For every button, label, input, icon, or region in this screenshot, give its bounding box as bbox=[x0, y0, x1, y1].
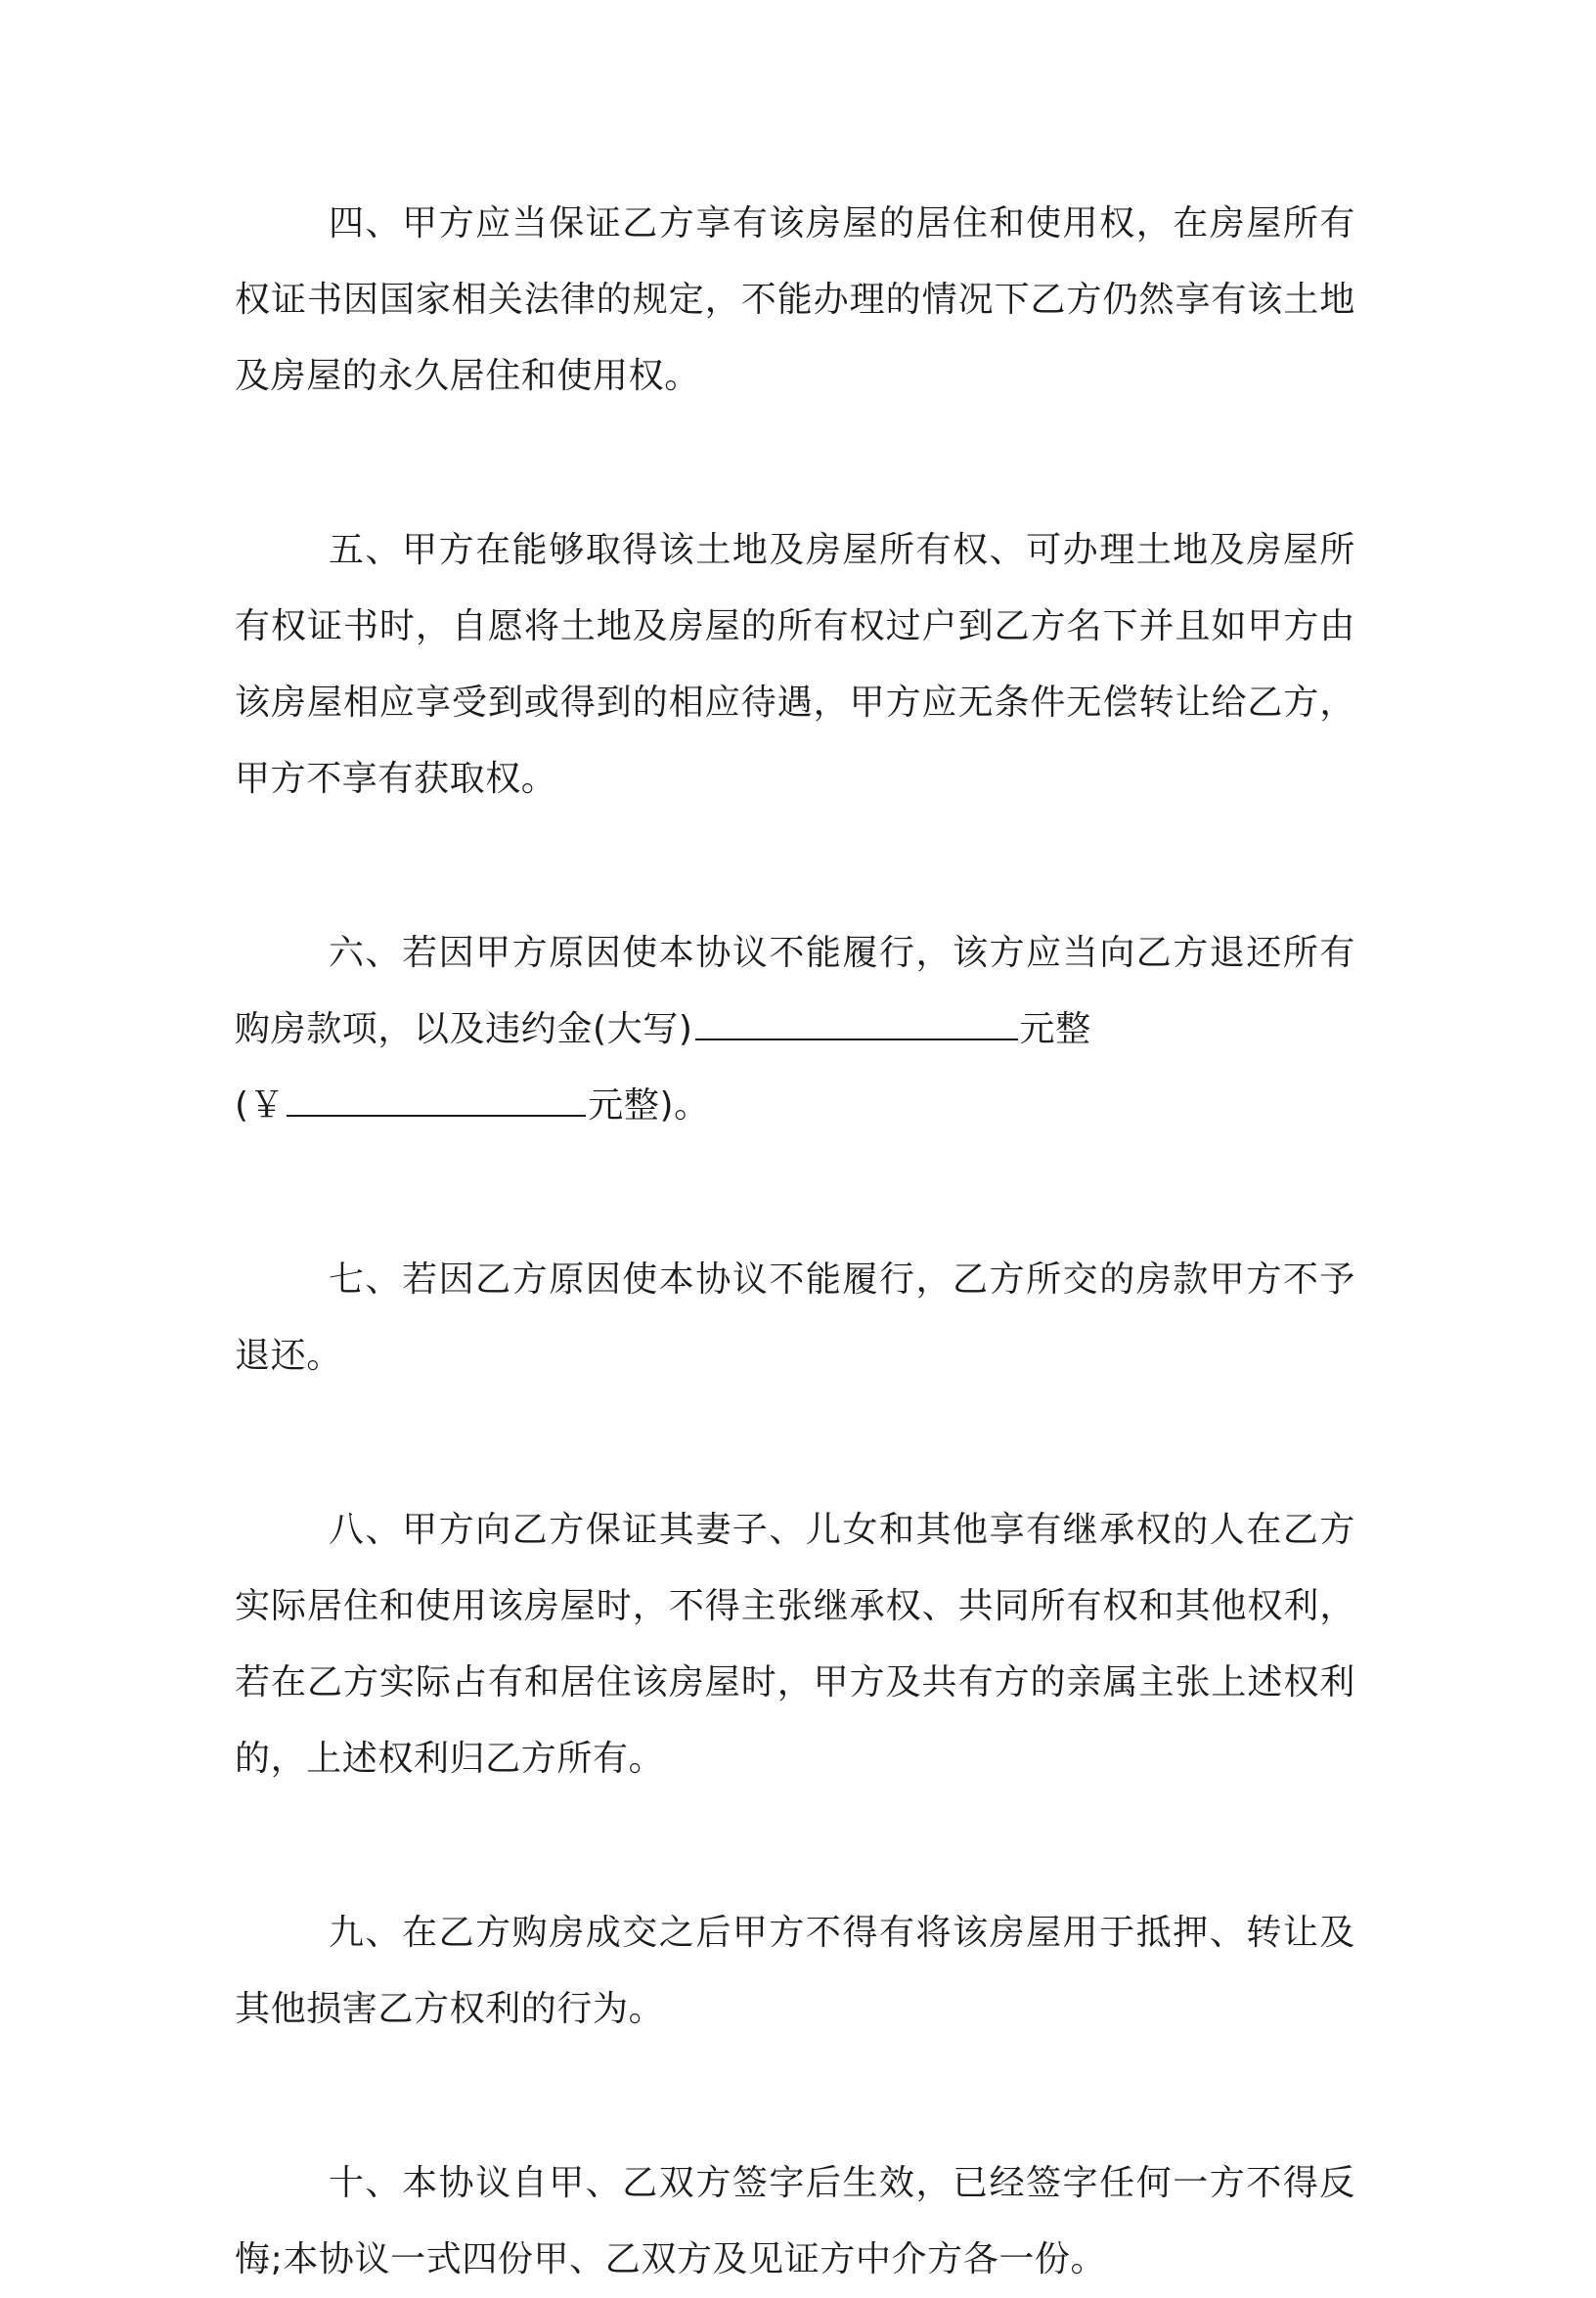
clause-6-unit: 元整 bbox=[1019, 1009, 1091, 1049]
clause-6-end: 元整)。 bbox=[588, 1085, 710, 1126]
clause-9: 九、在乙方购房成交之后甲方不得有将该房屋用于抵押、转让及其他损害乙方权利的行为。 bbox=[235, 1913, 1355, 2029]
document-body bbox=[235, 186, 1355, 2298]
penalty-amount-blank bbox=[287, 1085, 586, 1117]
penalty-words-blank bbox=[695, 1009, 1018, 1040]
clause-8: 八、甲方向乙方保证其妻子、儿女和其他享有继承权的人在乙方实际居住和使用该房屋时，不得主张继承权、共同所有权和其他权利，若在乙方实际占有和居住该房屋时，甲方及共有方的亲属主张上述权利的，上述权利归乙方所有。 bbox=[235, 1510, 1355, 1779]
clause-4: 四、甲方应当保证乙方享有该房屋的居住和使用权，在房屋所有权证书因国家相关法律的规定，不能办理的情况下乙方仍然享有该土地及房屋的永久居住和使用权。 bbox=[235, 203, 1355, 396]
clause-7: 七、若因乙方原因使本协议不能履行，乙方所交的房款甲方不予退还。 bbox=[235, 1259, 1355, 1376]
clause-10: 十、本协议自甲、乙双方签字后生效，已经签字任何一方不得反悔;本协议一式四份甲、乙双方及见证方中介方各一份。 bbox=[235, 2163, 1355, 2279]
clause-6-yen-open: (￥ bbox=[235, 1085, 286, 1126]
clause-6-text: 六、若因甲方原因使本协议不能履行，该方应当向乙方退还所有购房款项，以及违约金(大写) bbox=[235, 933, 1355, 1049]
clause-5: 五、甲方在能够取得该土地及房屋所有权、可办理土地及房屋所有权证书时，自愿将土地及房屋的所有权过户到乙方名下并且如甲方由该房屋相应享受到或得到的相应待遇，甲方应无条件无偿转让给乙方，甲方不享有获取权。 bbox=[235, 530, 1355, 799]
clause-6 bbox=[235, 915, 1355, 1144]
